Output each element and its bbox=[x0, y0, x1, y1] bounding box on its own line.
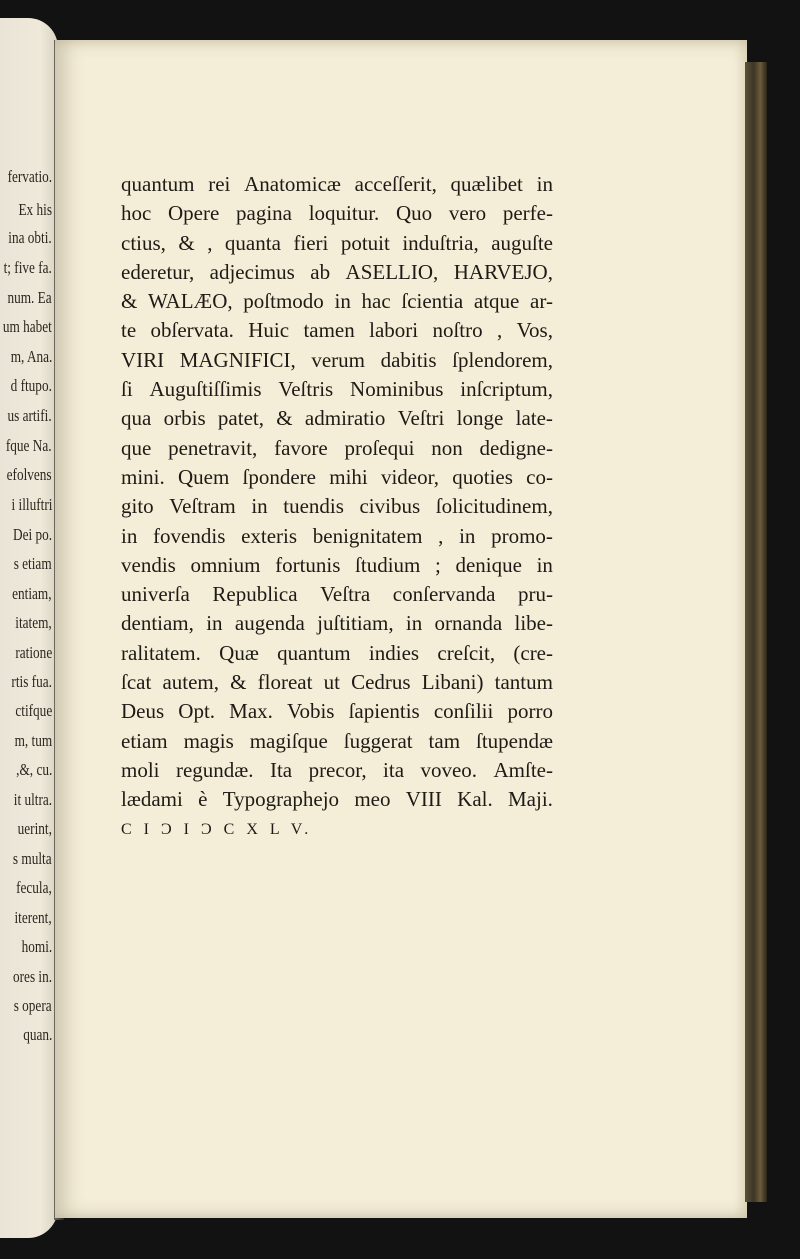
left-page-fragment: i illuftri bbox=[11, 495, 52, 514]
left-page-fragment: um habet bbox=[3, 317, 52, 336]
left-page-fragment: fecula, bbox=[16, 878, 52, 897]
left-page-fragment: fervatio. bbox=[7, 167, 52, 186]
book-cover-edge bbox=[745, 62, 767, 1202]
left-page-fragment: efolvens bbox=[7, 465, 52, 484]
left-page-fragment: ratione bbox=[15, 643, 52, 662]
publication-date: C I Ͻ I Ͻ C X L V. bbox=[121, 820, 313, 838]
text-line: & WALÆO, poſtmodo in hac ſcientia atque ar- bbox=[121, 289, 553, 314]
text-line: dentiam, in augenda juſtitiam, in ornanda libe- bbox=[121, 611, 553, 636]
left-page-fragment: ores in. bbox=[12, 967, 52, 986]
text-line: gito Veſtram in tuendis civibus ſolicitudinem, bbox=[121, 494, 553, 519]
text-line: Deus Opt. Max. Vobis ſapientis conſilii porro bbox=[121, 699, 553, 724]
text-line: VIRI MAGNIFICI, verum dabitis ſplendorem, bbox=[121, 347, 553, 372]
left-page-fragment: quan. bbox=[22, 1025, 52, 1044]
left-page-fragment: s opera bbox=[14, 996, 52, 1015]
text-line: qua orbis patet, & admiratio Veſtri longe late- bbox=[121, 406, 553, 431]
left-page-fragment: fque Na. bbox=[6, 436, 52, 455]
left-page-fragment: m, Ana. bbox=[10, 347, 52, 366]
text-line: ederetur, adjecimus ab ASELLIO, HARVEJO, bbox=[121, 259, 553, 284]
left-page-fragment: m, tum bbox=[14, 731, 52, 750]
text-line: moli regundæ. Ita precor, ita voveo. Amſte- bbox=[121, 757, 553, 782]
left-page-fragment: itatem, bbox=[15, 613, 52, 632]
text-line: hoc Opere pagina loquitur. Quo vero perfe- bbox=[121, 201, 553, 226]
left-page-fragment: uerint, bbox=[17, 819, 52, 838]
text-line: te obſervata. Huic tamen labori noſtro , Vos, bbox=[121, 318, 553, 343]
left-page-fragment: s etiam bbox=[14, 554, 52, 573]
text-line: lædami è Typographejo meo VIII Kal. Maji. bbox=[121, 787, 553, 812]
text-line: etiam magis magiſque ſuggerat tam ſtupendæ bbox=[121, 728, 553, 753]
left-page-fragment: ctifque bbox=[15, 701, 52, 720]
left-page-fragment: Ex his bbox=[18, 200, 52, 219]
left-page-fragment: s multa bbox=[13, 849, 52, 868]
text-line: mini. Quem ſpondere mihi videor, quoties co- bbox=[121, 464, 553, 489]
left-page-fragment: rtis fua. bbox=[11, 672, 52, 691]
left-page-fragment: ina obti. bbox=[8, 228, 52, 247]
page-text-block bbox=[121, 170, 553, 844]
left-page-fragment: iterent, bbox=[14, 908, 52, 927]
left-facing-page bbox=[0, 18, 58, 1238]
left-page-fragment: homi. bbox=[21, 937, 52, 956]
left-page-fragment: t; five fa. bbox=[3, 258, 52, 277]
text-line: ralitatem. Quæ quantum indies creſcit, (cre- bbox=[121, 640, 553, 665]
left-page-fragment: ,&, cu. bbox=[15, 760, 52, 779]
text-line: que penetravit, favore proſequi non dedigne- bbox=[121, 435, 553, 460]
left-page-fragment: num. Ea bbox=[7, 288, 52, 307]
left-page-fragment: Dei po. bbox=[12, 525, 52, 544]
text-line: vendis omnium fortunis ſtudium ; denique in bbox=[121, 552, 553, 577]
text-line: ſcat autem, & floreat ut Cedrus Libani) tantum bbox=[121, 670, 553, 695]
left-page-fragment: us artifi. bbox=[7, 406, 52, 425]
text-line: ſi Auguſtiſſimis Veſtris Nominibus inſcriptum, bbox=[121, 377, 553, 402]
text-line: quantum rei Anatomicæ acceſſerit, quælibet in bbox=[121, 172, 553, 196]
text-line: in fovendis exteris benignitatem , in promo- bbox=[121, 523, 553, 548]
text-line: univerſa Republica Veſtra conſervanda pru- bbox=[121, 582, 553, 607]
left-page-fragment: d ftupo. bbox=[10, 376, 52, 395]
left-page-fragment: it ultra. bbox=[13, 790, 52, 809]
text-line: ctius, & , quanta fieri potuit induſtria, auguſte bbox=[121, 230, 553, 255]
left-page-fragment: entiam, bbox=[12, 584, 52, 603]
